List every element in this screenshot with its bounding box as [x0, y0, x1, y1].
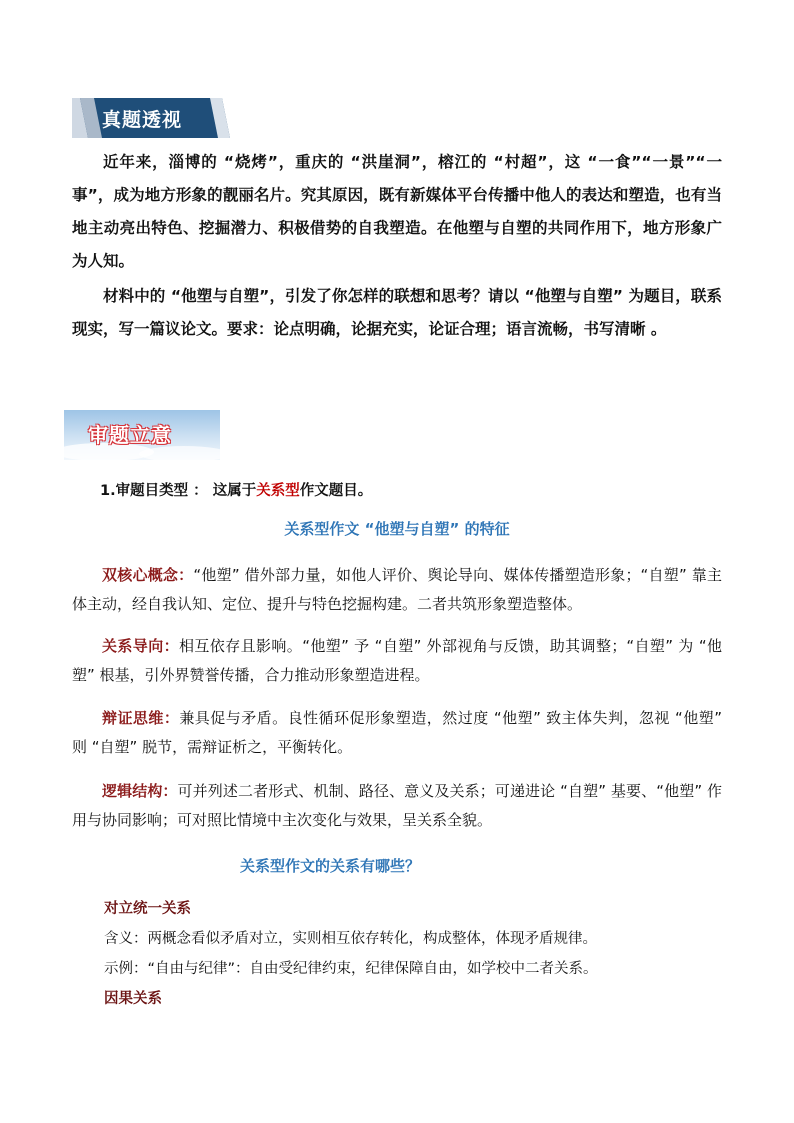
relation-title: 对立统一关系: [104, 901, 191, 917]
feature-item: 双核心概念：“他塑” 借外部力量，如他人评价、舆论导向、媒体传播塑造形象；“自塑” 靠主体主动，经自我认知、定位、提升与特色挖掘构建。二者共筑形象塑造整体。: [72, 566, 722, 613]
prompt-paragraph: 材料中的 “他塑与自塑”，引发了你怎样的联想和思考？请以 “他塑与自塑” 为题目，联系现实，写一篇议论文。要求：论点明确，论据充实，论证合理；语言流畅，书写清晰 。: [72, 287, 722, 338]
relation-example: 示例：“自由与纪律”：自由受纪律约束，纪律保障自由，如学校中二者关系。: [104, 961, 598, 977]
section-banner-zhenti: [72, 98, 230, 138]
material-paragraph: 近年来，淄博的 “烧烤”，重庆的 “洪崖洞”，榕江的 “村超”，这 “一食”“一景”“一事”，成为地方形象的靓丽名片。究其原因，既有新媒体平台传播中他人的表达和塑造，也有当地主动亮出特色、挖掘潜力、积极借势的自我塑造。在他塑与自塑的共同作用下，地方形象广为人知。: [72, 153, 722, 270]
feature-item: 逻辑结构：可并列述二者形式、机制、路径、意义及关系；可递进论 “自塑” 基要、“他塑” 作用与协同影响；可对照比情境中主次变化与效果，呈关系全貌。: [72, 782, 722, 829]
relations-heading: 关系型作文的关系有哪些？: [239, 857, 420, 875]
highlight-type: 关系型: [256, 483, 300, 499]
feature-item: 关系导向：相互依存且影响。“他塑” 予 “自塑” 外部视角与反馈，助其调整；“自塑” 为 “他塑” 根基，引外界赞誉传播，合力推动形象塑造进程。: [72, 637, 722, 684]
relation-meaning: 含义：两概念看似矛盾对立，实则相互依存转化，构成整体，体现矛盾规律。: [104, 931, 597, 947]
banner-title: 真题透视: [102, 109, 183, 131]
feature-item: 辩证思维：兼具促与矛盾。良性循环促形象塑造，然过度 “他塑” 致主体失判，忽视 “他塑” 则 “自塑” 脱节，需辩证析之，平衡转化。: [72, 709, 722, 756]
section-banner-shenti: [64, 410, 220, 460]
relation-title: 因果关系: [104, 991, 162, 1007]
banner-title: 审题立意: [88, 423, 172, 447]
feature-heading: 关系型作文 “他塑与自塑” 的特征: [284, 520, 510, 538]
question-type-line: 1.审题目类型 ： 这属于关系型作文题目。: [100, 483, 373, 499]
